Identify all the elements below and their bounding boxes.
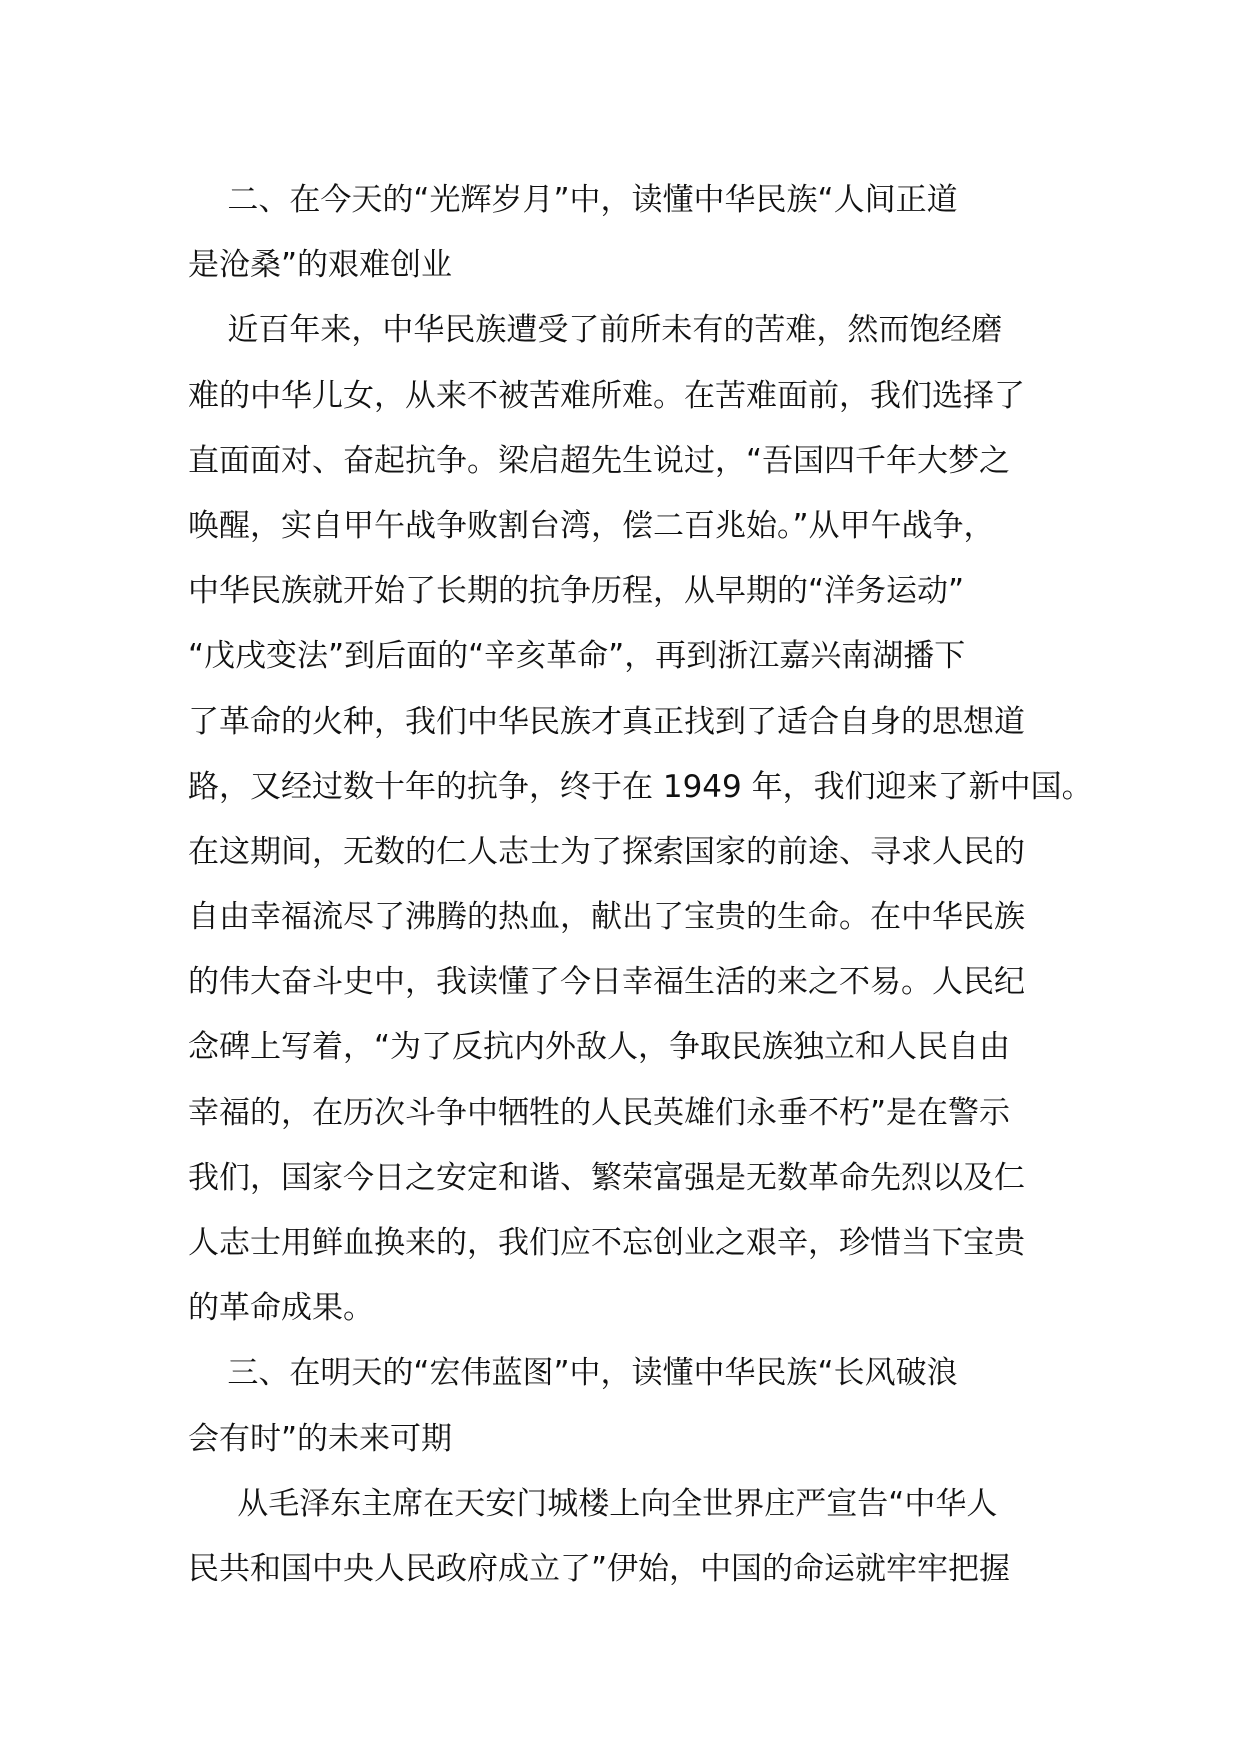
paragraph-line: 自由幸福流尽了沸腾的热血，献出了宝贵的生命。在中华民族 <box>188 899 1025 936</box>
paragraph-line: 中华民族就开始了长期的抗争历程，从早期的“洋务运动” <box>188 573 965 610</box>
paragraph-line: 从毛泽东主席在天安门城楼上向全世界庄严宣告“中华人 <box>188 1485 998 1522</box>
heading-section-2-line-2: 是沧桑”的艰难创业 <box>188 247 453 284</box>
heading-section-2-line-1: 二、在今天的“光辉岁月”中，读懂中华民族“人间正道 <box>188 182 958 218</box>
heading-section-3-line-1: 三、在明天的“宏伟蓝图”中，读懂中华民族“长风破浪 <box>188 1355 958 1392</box>
paragraph-line: 幸福的，在历次斗争中牺牲的人民英雄们永垂不朽”是在警示 <box>188 1094 1011 1131</box>
paragraph-line: 路，又经过数十年的抗争，终于在 1949 年，我们迎来了新中国。 <box>188 768 1093 805</box>
paragraph-line: 难的中华儿女，从来不被苦难所难。在苦难面前，我们选择了 <box>188 377 1025 414</box>
paragraph-line: 民共和国中央人民政府成立了”伊始，中国的命运就牢牢把握 <box>188 1550 1011 1587</box>
paragraph-line: 近百年来，中华民族遭受了前所未有的苦难，然而饱经磨 <box>188 312 1003 349</box>
paragraph-line: 唤醒，实自甲午战争败割台湾，偿二百兆始。”从甲午战争， <box>188 507 995 544</box>
heading-section-3-line-2: 会有时”的未来可期 <box>188 1420 453 1457</box>
body-text <box>188 168 1093 1602</box>
paragraph-line: 人志士用鲜血换来的，我们应不忘创业之艰辛，珍惜当下宝贵 <box>188 1225 1025 1261</box>
paragraph-line: 在这期间，无数的仁人志士为了探索国家的前途、寻求人民的 <box>188 833 1025 870</box>
paragraph-line: “戊戌变法”到后面的“辛亥革命”，再到浙江嘉兴南湖播下 <box>188 638 966 675</box>
paragraph-line: 直面面对、奋起抗争。梁启超先生说过，“吾国四千年大梦之 <box>188 442 1011 479</box>
paragraph-line: 我们，国家今日之安定和谐、繁荣富强是无数革命先烈以及仁 <box>188 1159 1025 1196</box>
paragraph-line: 的革命成果。 <box>188 1290 374 1327</box>
paragraph-line: 了革命的火种，我们中华民族才真正找到了适合自身的思想道 <box>188 703 1025 740</box>
paragraph-line: 念碑上写着，“为了反抗内外敌人，争取民族独立和人民自由 <box>188 1029 1011 1066</box>
paragraph-line: 的伟大奋斗史中，我读懂了今日幸福生活的来之不易。人民纪 <box>188 964 1025 1001</box>
